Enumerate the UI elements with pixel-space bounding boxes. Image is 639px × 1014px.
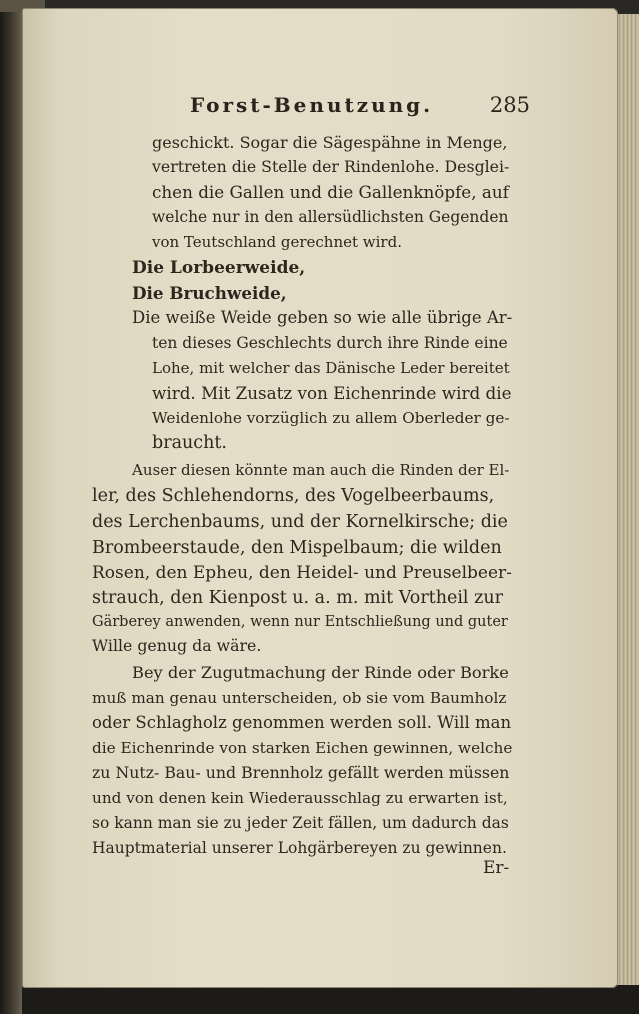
text-line: Wille genug da wäre. [92,636,262,655]
text-line: welche nur in den allersüdlichsten Gegenden [152,208,509,226]
text-line: Brombeerstaude, den Mispelbaum; die wilden [92,538,502,558]
text-line: zu Nutz- Bau- und Brennholz gefällt werden müssen [92,763,510,782]
text-line: von Teutschland gerechnet wird. [152,233,402,251]
text-line: Bey der Zugutmachung der Rinde oder Borke [132,663,509,682]
text-line: Die Lorbeerweide, [132,258,306,278]
text-line: vertreten die Stelle der Rindenlohe. Desglei- [152,157,510,176]
book-spine [0,0,24,1014]
catchword: Er- [483,858,510,878]
running-title: Forst-Benutzung. [190,93,434,117]
text-line: braucht. [152,433,227,453]
text-line: Lohe, mit welcher das Dänische Leder bereitet [152,359,510,377]
text-line: geschickt. Sogar die Sägespähne in Menge, [152,133,508,152]
text-line: Hauptmaterial unserer Lohgärbereyen zu gewinnen. [92,839,507,857]
text-line: die Eichenrinde von starken Eichen gewinnen, welche [92,739,513,757]
text-line: ten dieses Geschlechts durch ihre Rinde eine [152,334,508,352]
text-line: Die Bruchweide, [132,283,287,303]
text-line: oder Schlagholz genommen werden soll. Will man [92,713,512,732]
page-header [190,93,530,123]
text-line: ler, des Schlehendorns, des Vogelbeerbaums, [92,486,495,506]
page-bottom-edge [22,985,639,1014]
text-line: strauch, den Kienpost u. a. m. mit Vortheil zur [92,588,503,608]
text-line: Auser diesen könnte man auch die Rinden der El- [132,461,510,479]
text-line: Weidenlohe vorzüglich zu allem Oberleder ge- [152,409,510,427]
text-line: wird. Mit Zusatz von Eichenrinde wird die [152,383,512,403]
page-number: 285 [489,93,530,117]
text-line: Die weiße Weide geben so wie alle übrige Ar- [132,308,513,327]
text-line: Gärberey anwenden, wenn nur Entschließung und guter [92,614,508,630]
text-line: des Lerchenbaums, und der Kornelkirsche; die [92,512,508,532]
text-line: muß man genau unterscheiden, ob sie vom Baumholz [92,689,507,707]
text-line: so kann man sie zu jeder Zeit fällen, um dadurch das [92,814,509,832]
text-line: Rosen, den Epheu, den Heidel- und Preuselbeer- [92,563,512,583]
text-line: chen die Gallen und die Gallenknöpfe, auf [152,182,509,202]
text-line: und von denen kein Wiederausschlag zu erwarten ist, [92,789,508,807]
